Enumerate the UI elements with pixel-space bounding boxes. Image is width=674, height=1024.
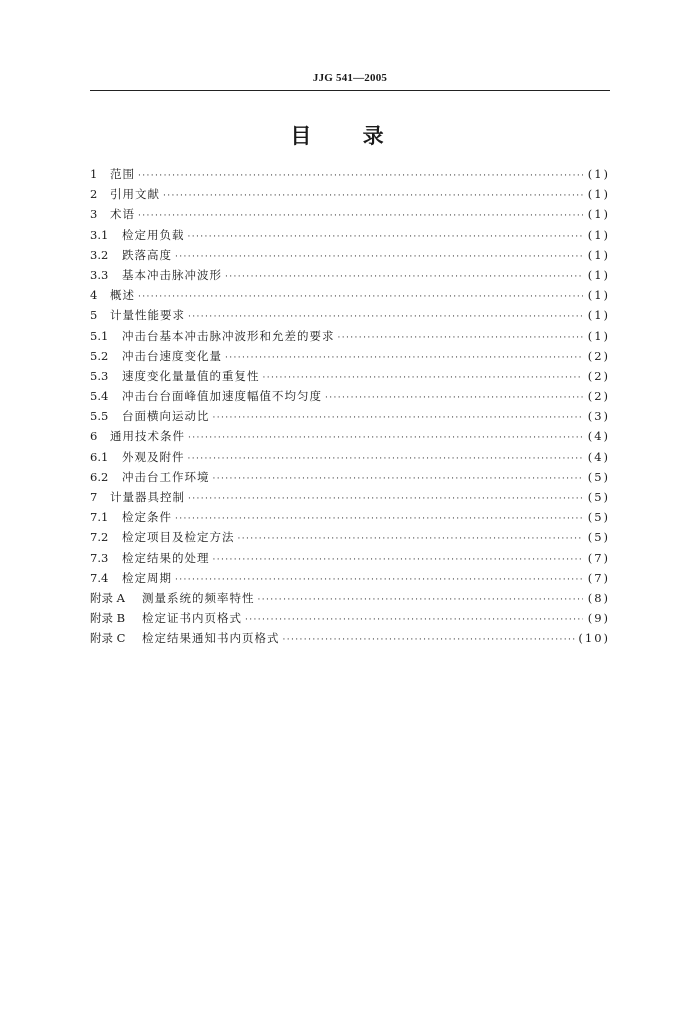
toc-dot-leader <box>188 428 583 448</box>
toc-entry-number: 3.3 <box>90 267 109 282</box>
toc-dot-leader <box>263 368 584 388</box>
toc-entry-number: 3.1 <box>90 227 109 242</box>
toc-entry-title: 外观及附件 <box>122 449 185 464</box>
toc-entry-number: 3.2 <box>90 247 109 262</box>
toc-dot-leader <box>175 509 583 529</box>
toc-entry <box>90 204 610 224</box>
toc-entry <box>90 447 610 467</box>
toc-entry-number: 6.1 <box>90 449 109 464</box>
toc-entry-number: 4 <box>90 288 98 303</box>
toc-dot-leader <box>188 307 583 327</box>
toc-entry <box>90 426 610 446</box>
toc-entry-number: 附录 B <box>90 611 126 626</box>
toc-dot-leader <box>245 610 583 630</box>
toc-entry-title: 检定结果的处理 <box>122 550 210 565</box>
toc-entry-title: 引用文献 <box>110 187 160 202</box>
toc-entry-page: (5) <box>587 490 610 504</box>
toc-entry-page: (5) <box>587 469 610 484</box>
toc-entry-page: (8) <box>587 590 610 605</box>
toc-entry <box>90 164 610 184</box>
toc-entry <box>90 527 610 547</box>
toc-entry-title: 跌落高度 <box>122 247 172 262</box>
toc-dot-leader <box>138 206 583 226</box>
toc-dot-leader <box>338 328 584 348</box>
toc-entry-number: 5.2 <box>90 348 109 363</box>
toc-entry <box>90 184 610 204</box>
toc-entry <box>90 568 610 588</box>
toc-entry-title: 检定周期 <box>122 570 172 585</box>
toc-entry-title: 基本冲击脉冲波形 <box>122 267 222 282</box>
toc-entry-page: (1) <box>587 308 610 323</box>
toc-entry <box>90 245 610 265</box>
toc-entry-number: 7.4 <box>90 570 109 585</box>
toc-entry-title: 冲击台台面峰值加速度幅值不均匀度 <box>122 389 322 404</box>
toc-entry-page: (2) <box>587 348 610 363</box>
toc-entry <box>90 326 610 346</box>
toc-entry-number: 7.2 <box>90 530 109 545</box>
toc-entry-page: (5) <box>587 530 610 545</box>
toc-dot-leader <box>213 408 584 428</box>
toc-dot-leader <box>138 166 583 186</box>
toc-entry <box>90 265 610 285</box>
toc-entry <box>90 588 610 608</box>
toc-entry-title: 测量系统的频率特性 <box>142 590 255 605</box>
toc-entry-number: 5.4 <box>90 389 109 404</box>
toc-dot-leader <box>258 590 584 610</box>
toc-entry-page: (7) <box>587 550 610 565</box>
toc-entry-page: (1) <box>587 227 610 242</box>
toc-entry <box>90 467 610 487</box>
toc-dot-leader <box>175 570 583 590</box>
toc-entry-title: 速度变化量量值的重复性 <box>122 368 260 383</box>
toc-entry-number: 2 <box>90 187 98 202</box>
toc-dot-leader <box>163 186 583 206</box>
toc-entry-page: (1) <box>587 288 610 303</box>
page-title: 目 录 <box>290 124 384 148</box>
toc-entry <box>90 628 610 648</box>
toc-entry-number: 5.3 <box>90 368 109 383</box>
toc-entry-page: (10) <box>578 631 610 646</box>
toc-entry-title: 冲击台工作环境 <box>122 469 210 484</box>
toc-entry-page: (3) <box>587 409 610 424</box>
toc-entry-number: 7.3 <box>90 550 109 565</box>
toc-entry-title: 台面横向运动比 <box>122 409 210 424</box>
toc-entry-page: (2) <box>587 368 610 383</box>
toc-dot-leader <box>188 227 584 247</box>
toc-dot-leader <box>213 469 584 489</box>
toc-entry-title: 检定结果通知书内页格式 <box>142 631 280 646</box>
toc-entry-title: 范围 <box>110 167 135 181</box>
toc-dot-leader <box>283 630 576 650</box>
toc-entry-number: 1 <box>90 167 98 181</box>
toc-entry-page: (1) <box>587 187 610 202</box>
toc-entry-page: (4) <box>587 429 610 444</box>
toc-dot-leader <box>238 529 584 549</box>
toc-entry-title: 冲击台基本冲击脉冲波形和允差的要求 <box>122 328 335 343</box>
toc-dot-leader <box>325 388 583 408</box>
toc-dot-leader <box>175 247 583 267</box>
toc-entry-number: 3 <box>90 207 98 222</box>
toc-entry-title: 检定条件 <box>122 510 172 525</box>
toc-dot-leader <box>188 449 584 469</box>
toc-entry-number: 7 <box>90 490 98 504</box>
toc-entry-number: 附录 A <box>90 590 125 605</box>
toc-entry <box>90 507 610 527</box>
toc-entry <box>90 548 610 568</box>
toc-entry-page: (5) <box>587 510 610 525</box>
toc-entry-number: 5.5 <box>90 409 109 424</box>
toc-entry-page: (1) <box>587 267 610 282</box>
toc-entry-title: 检定项目及检定方法 <box>122 530 235 545</box>
toc-entry <box>90 366 610 386</box>
toc-entry <box>90 305 610 325</box>
toc-entry-title: 检定证书内页格式 <box>142 611 242 626</box>
toc-entry <box>90 346 610 366</box>
toc-entry-page: (1) <box>587 247 610 262</box>
toc-entry-number: 6 <box>90 429 98 444</box>
toc-entry-page: (1) <box>587 328 610 343</box>
table-of-contents <box>90 164 610 649</box>
toc-entry-page: (7) <box>587 570 610 585</box>
toc-entry-number: 7.1 <box>90 510 109 525</box>
toc-dot-leader <box>213 550 584 570</box>
toc-entry <box>90 608 610 628</box>
toc-entry <box>90 406 610 426</box>
toc-entry-page: (9) <box>587 611 610 626</box>
toc-entry <box>90 487 610 507</box>
toc-entry-page: (1) <box>587 167 610 181</box>
toc-entry-title: 计量性能要求 <box>110 308 185 323</box>
toc-entry-page: (1) <box>587 207 610 222</box>
toc-entry-page: (2) <box>587 389 610 404</box>
toc-entry-title: 检定用负载 <box>122 227 185 242</box>
toc-entry <box>90 386 610 406</box>
toc-entry-title: 通用技术条件 <box>110 429 185 444</box>
header-rule <box>90 90 610 91</box>
toc-dot-leader <box>138 287 583 307</box>
toc-entry-title: 术语 <box>110 207 135 222</box>
toc-dot-leader <box>225 348 583 368</box>
toc-dot-leader <box>225 267 583 287</box>
toc-entry-title: 计量器具控制 <box>110 490 185 504</box>
toc-entry-title: 概述 <box>110 288 135 303</box>
toc-entry-number: 5 <box>90 308 98 323</box>
toc-entry-number: 6.2 <box>90 469 109 484</box>
standard-code-header: JJG 541—2005 <box>312 72 388 84</box>
toc-entry <box>90 225 610 245</box>
toc-dot-leader <box>188 489 583 509</box>
toc-entry-number: 附录 C <box>90 631 126 646</box>
toc-entry-number: 5.1 <box>90 328 109 343</box>
toc-entry <box>90 285 610 305</box>
toc-entry-page: (4) <box>587 449 610 464</box>
toc-entry-title: 冲击台速度变化量 <box>122 348 222 363</box>
